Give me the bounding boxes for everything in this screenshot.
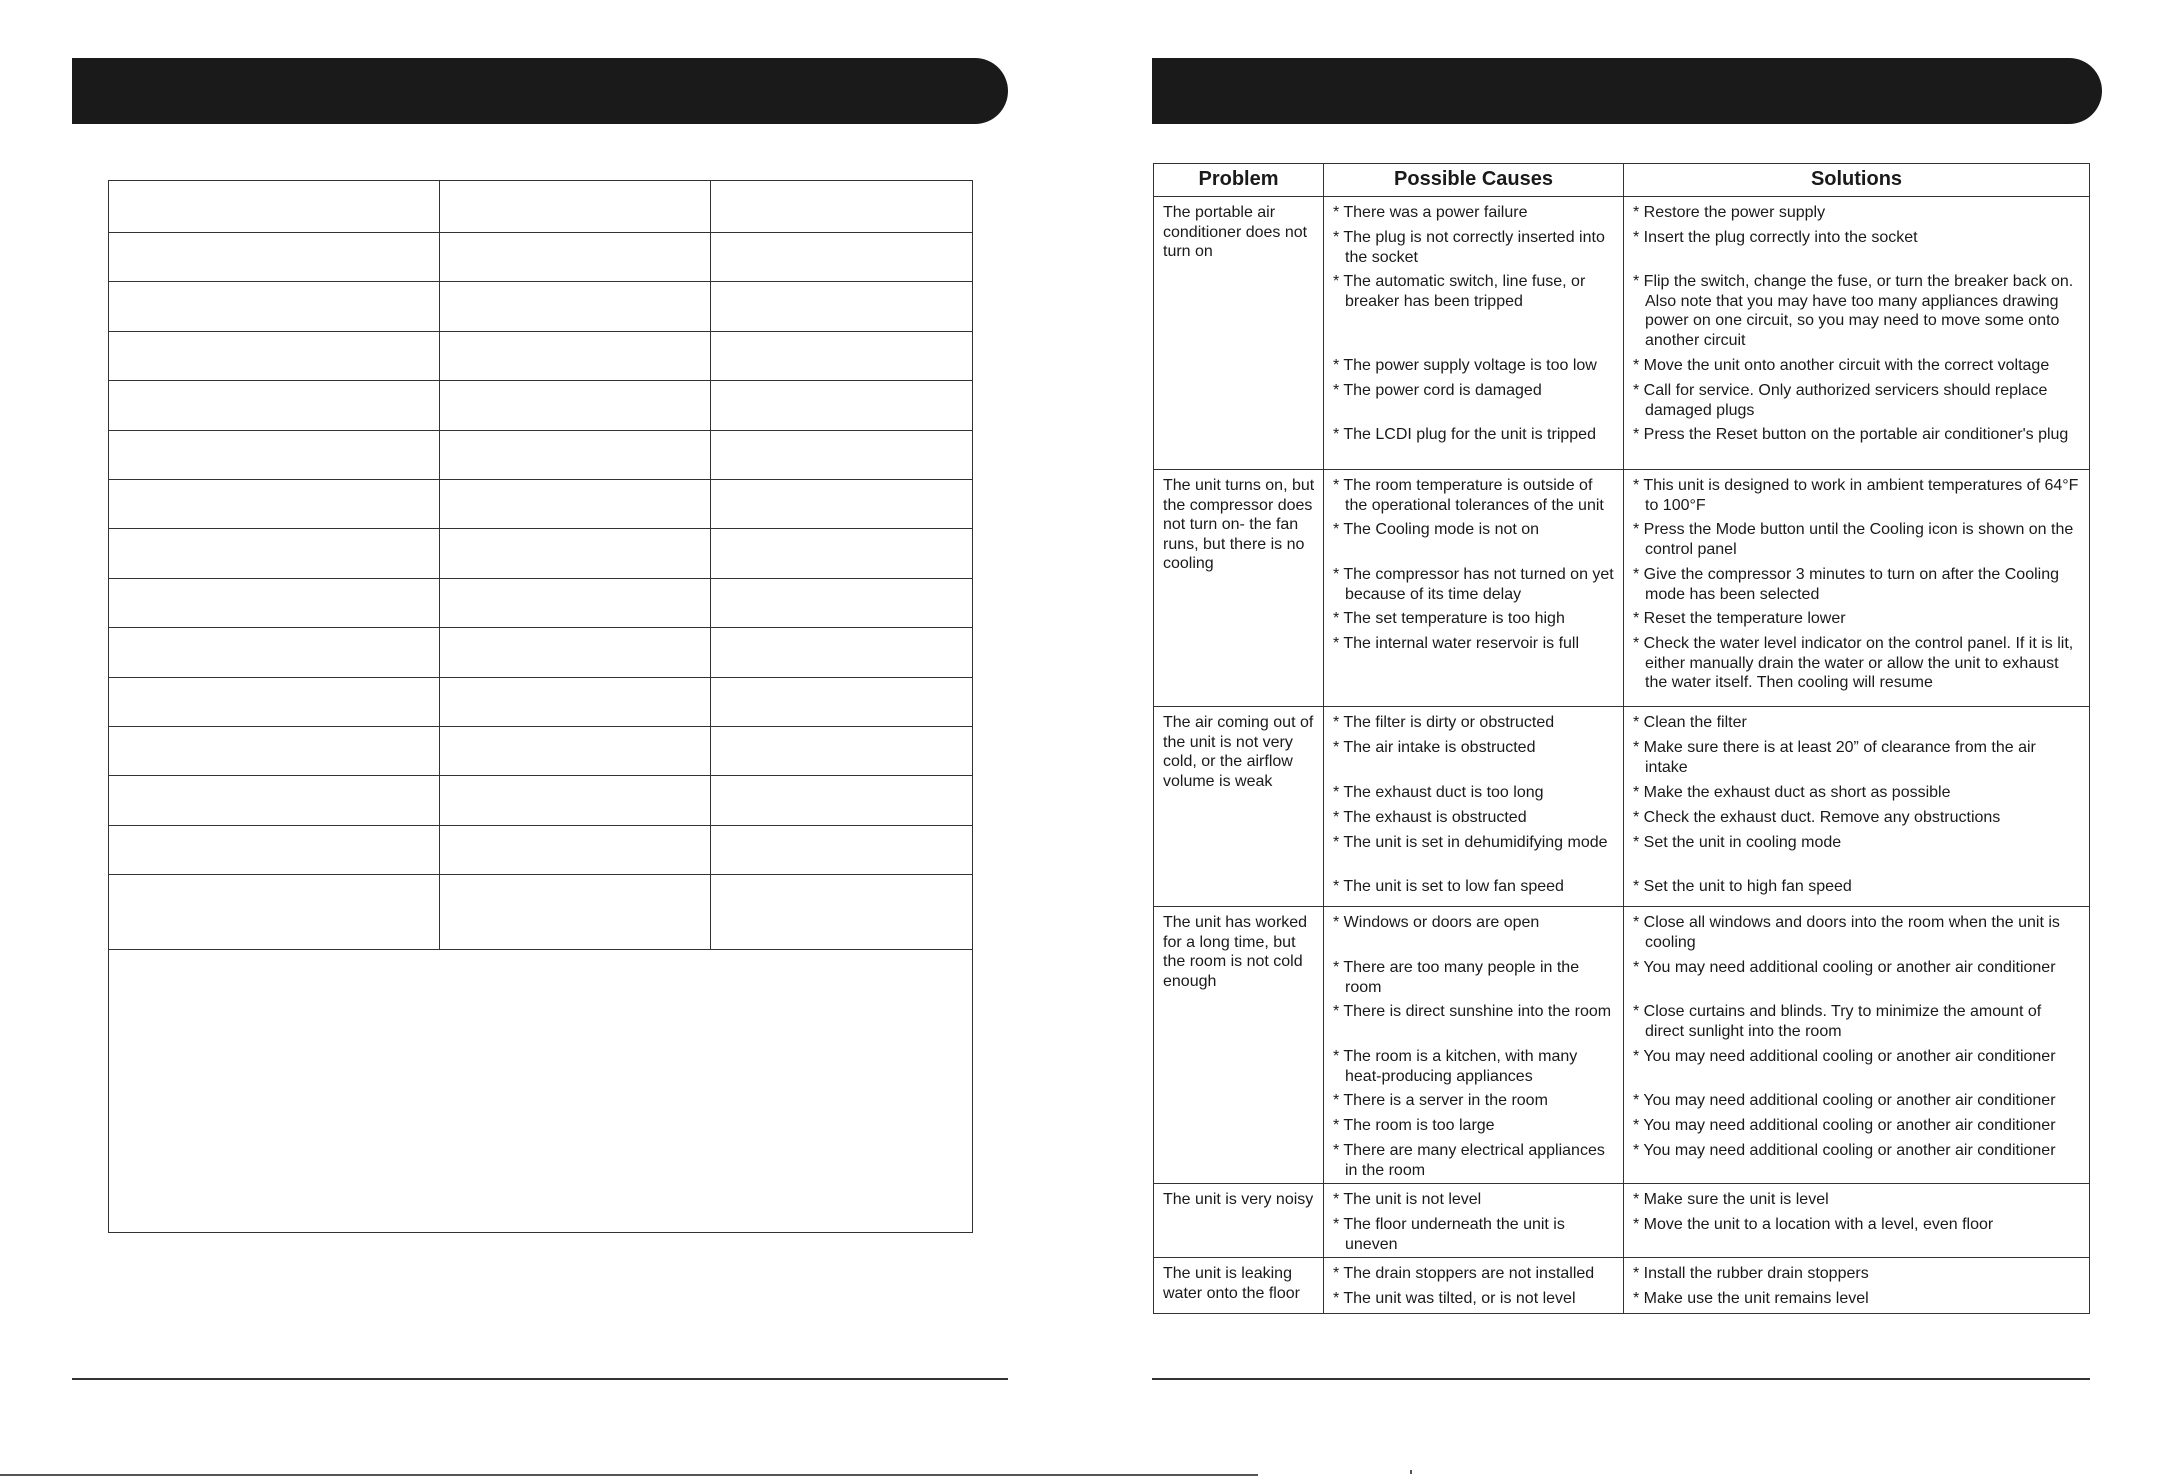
solution-item: * Press the Reset button on the portable air conditioner's plug <box>1633 426 2069 443</box>
cause-item: * The unit is set to low fan speed <box>1333 878 1564 895</box>
cause-item: * The room is too large <box>1333 1117 1495 1134</box>
blank-cell <box>711 331 973 380</box>
cause-item: * The drain stoppers are not installed <box>1333 1265 1595 1282</box>
table-row <box>1154 707 2090 907</box>
cause-item: * There are too many people in the room <box>1333 959 1580 996</box>
causes-cell <box>1324 1258 1624 1314</box>
blank-cell <box>440 825 711 874</box>
cause-item: * The floor underneath the unit is uneven <box>1333 1216 1565 1253</box>
solution-item: * You may need additional cooling or another air conditioner <box>1633 1092 2056 1109</box>
solution-item: * Press the Mode button until the Cooling icon is shown on the control panel <box>1633 521 2074 558</box>
blank-cell <box>440 430 711 479</box>
table-header-row <box>1154 164 2090 197</box>
blank-row <box>109 825 973 874</box>
cause-item: * Windows or doors are open <box>1333 914 1540 931</box>
blank-cell <box>109 479 440 528</box>
blank-cell <box>711 578 973 627</box>
blank-cell <box>440 282 711 331</box>
blank-cell <box>711 381 973 430</box>
solution-item: * Make sure there is at least 20” of clearance from the air intake <box>1633 739 2036 776</box>
solution-item: * Insert the plug correctly into the socket <box>1633 229 1918 246</box>
blank-row <box>109 331 973 380</box>
blank-cell <box>440 529 711 578</box>
blank-cell <box>711 479 973 528</box>
solution-item: * Check the water level indicator on the control panel. If it is lit, either manually drain the water or allow the unit to exhaust the water itself. Then cooling will resume <box>1633 635 2074 691</box>
blank-row <box>109 726 973 775</box>
cause-item: * The automatic switch, line fuse, or breaker has been tripped <box>1333 273 1586 310</box>
solution-item: * Check the exhaust duct. Remove any obstructions <box>1633 809 2001 826</box>
blank-notes-area <box>108 949 973 1233</box>
blank-row <box>109 181 973 233</box>
blank-cell <box>711 233 973 282</box>
cause-item: * The internal water reservoir is full <box>1333 635 1580 652</box>
blank-cell <box>109 776 440 825</box>
blank-cell <box>711 875 973 950</box>
blank-row <box>109 677 973 726</box>
blank-cell <box>109 825 440 874</box>
left-header-banner <box>72 58 1008 124</box>
table-row <box>1154 470 2090 707</box>
blank-cell <box>711 776 973 825</box>
causes-cell <box>1324 197 1624 470</box>
cause-item: * The unit is not level <box>1333 1191 1482 1208</box>
blank-row <box>109 430 973 479</box>
blank-cell <box>109 726 440 775</box>
header-solutions: Solutions <box>1624 164 2090 197</box>
solution-item: * You may need additional cooling or another air conditioner <box>1633 1142 2056 1159</box>
causes-cell <box>1324 1184 1624 1258</box>
blank-cell <box>109 381 440 430</box>
problem-cell: The unit has worked for a long time, but the room is not cold enough <box>1154 907 1324 1184</box>
solution-item: * Call for service. Only authorized servicers should replace damaged plugs <box>1633 382 2048 419</box>
blank-row <box>109 776 973 825</box>
solution-item: * Make use the unit remains level <box>1633 1290 1869 1307</box>
blank-cell <box>440 628 711 677</box>
solution-item: * Set the unit to high fan speed <box>1633 878 1852 895</box>
blank-cell <box>711 726 973 775</box>
blank-cell <box>440 181 711 233</box>
problem-cell: The unit is very noisy <box>1154 1184 1324 1258</box>
blank-cell <box>440 776 711 825</box>
blank-cell <box>109 233 440 282</box>
blank-row <box>109 529 973 578</box>
solution-item: * Set the unit in cooling mode <box>1633 834 1842 851</box>
cause-item: * The room temperature is outside of the operational tolerances of the unit <box>1333 477 1604 514</box>
solution-item: * This unit is designed to work in ambient temperatures of 64°F to 100°F <box>1633 477 2079 514</box>
blank-cell <box>711 677 973 726</box>
cause-item: * The filter is dirty or obstructed <box>1333 714 1555 731</box>
cause-item: * The exhaust duct is too long <box>1333 784 1544 801</box>
solution-item: * Flip the switch, change the fuse, or turn the breaker back on. Also note that you may have too many appliances drawing power on one circuit, so you may need to move some onto another circuit <box>1633 273 2074 349</box>
blank-row <box>109 875 973 950</box>
blank-cell <box>440 381 711 430</box>
blank-cell <box>109 282 440 331</box>
cause-item: * The unit is set in dehumidifying mode <box>1333 834 1608 851</box>
blank-cell <box>440 677 711 726</box>
problem-cell: The air coming out of the unit is not very cold, or the airflow volume is weak <box>1154 707 1324 907</box>
troubleshooting-table <box>1153 163 2090 1314</box>
blank-cell <box>109 529 440 578</box>
cause-item: * There are many electrical appliances in the room <box>1333 1142 1605 1179</box>
solutions-cell <box>1624 1184 2090 1258</box>
cause-item: * There was a power failure <box>1333 204 1528 221</box>
blank-cell <box>109 677 440 726</box>
blank-cell <box>440 875 711 950</box>
right-header-banner <box>1152 58 2102 124</box>
cause-item: * The unit was tilted, or is not level <box>1333 1290 1576 1307</box>
blank-cell <box>109 331 440 380</box>
problem-cell: The portable air conditioner does not turn on <box>1154 197 1324 470</box>
solutions-cell <box>1624 470 2090 707</box>
crop-tick-mark <box>1410 1470 1412 1474</box>
table-row <box>1154 1258 2090 1314</box>
causes-cell <box>1324 907 1624 1184</box>
blank-cell <box>711 430 973 479</box>
solution-item: * Close curtains and blinds. Try to minimize the amount of direct sunlight into the room <box>1633 1003 2042 1040</box>
header-possible-causes: Possible Causes <box>1324 164 1624 197</box>
solution-item: * Reset the temperature lower <box>1633 610 1846 627</box>
blank-cell <box>440 479 711 528</box>
cause-item: * The set temperature is too high <box>1333 610 1565 627</box>
solutions-cell <box>1624 1258 2090 1314</box>
cause-item: * The compressor has not turned on yet because of its time delay <box>1333 566 1614 603</box>
solution-item: * Make the exhaust duct as short as possible <box>1633 784 1951 801</box>
blank-row <box>109 381 973 430</box>
solutions-cell <box>1624 707 2090 907</box>
blank-row <box>109 578 973 627</box>
blank-row <box>109 233 973 282</box>
cause-item: * There is direct sunshine into the room <box>1333 1003 1612 1020</box>
blank-cell <box>440 578 711 627</box>
cause-item: * The Cooling mode is not on <box>1333 521 1540 538</box>
blank-cell <box>109 628 440 677</box>
table-row <box>1154 197 2090 470</box>
blank-row <box>109 628 973 677</box>
cause-item: * The power supply voltage is too low <box>1333 357 1597 374</box>
blank-cell <box>711 529 973 578</box>
solutions-cell <box>1624 907 2090 1184</box>
causes-cell <box>1324 707 1624 907</box>
cause-item: * The room is a kitchen, with many heat-producing appliances <box>1333 1048 1578 1085</box>
solution-item: * Close all windows and doors into the room when the unit is cooling <box>1633 914 2060 951</box>
bottom-crop-rule <box>0 1474 1258 1476</box>
cause-item: * The air intake is obstructed <box>1333 739 1536 756</box>
blank-row <box>109 282 973 331</box>
blank-cell <box>109 875 440 950</box>
blank-row <box>109 479 973 528</box>
solution-item: * Move the unit to a location with a level, even floor <box>1633 1216 1994 1233</box>
blank-cell <box>109 181 440 233</box>
blank-cell <box>440 233 711 282</box>
blank-cell <box>440 726 711 775</box>
table-row <box>1154 907 2090 1184</box>
solutions-cell <box>1624 197 2090 470</box>
cause-item: * There is a server in the room <box>1333 1092 1548 1109</box>
solution-item: * Make sure the unit is level <box>1633 1191 1829 1208</box>
solution-item: * You may need additional cooling or another air conditioner <box>1633 959 2056 976</box>
solution-item: * Clean the filter <box>1633 714 1747 731</box>
blank-cell <box>109 578 440 627</box>
left-footer-rule <box>72 1378 1008 1380</box>
blank-cell <box>440 331 711 380</box>
blank-cell <box>711 628 973 677</box>
solution-item: * Move the unit onto another circuit with the correct voltage <box>1633 357 2050 374</box>
blank-cell <box>109 430 440 479</box>
right-footer-rule <box>1152 1378 2090 1380</box>
blank-form-table <box>108 180 973 950</box>
blank-cell <box>711 825 973 874</box>
causes-cell <box>1324 470 1624 707</box>
solution-item: * You may need additional cooling or another air conditioner <box>1633 1048 2056 1065</box>
solution-item: * Give the compressor 3 minutes to turn on after the Cooling mode has been selected <box>1633 566 2059 603</box>
table-row <box>1154 1184 2090 1258</box>
solution-item: * Install the rubber drain stoppers <box>1633 1265 1869 1282</box>
solution-item: * You may need additional cooling or another air conditioner <box>1633 1117 2056 1134</box>
header-problem: Problem <box>1154 164 1324 197</box>
blank-cell <box>711 282 973 331</box>
problem-cell: The unit turns on, but the compressor does not turn on- the fan runs, but there is no cooling <box>1154 470 1324 707</box>
solution-item: * Restore the power supply <box>1633 204 1826 221</box>
cause-item: * The plug is not correctly inserted into the socket <box>1333 229 1605 266</box>
cause-item: * The LCDI plug for the unit is tripped <box>1333 426 1596 443</box>
problem-cell: The unit is leaking water onto the floor <box>1154 1258 1324 1314</box>
cause-item: * The power cord is damaged <box>1333 382 1542 399</box>
cause-item: * The exhaust is obstructed <box>1333 809 1527 826</box>
blank-cell <box>711 181 973 233</box>
